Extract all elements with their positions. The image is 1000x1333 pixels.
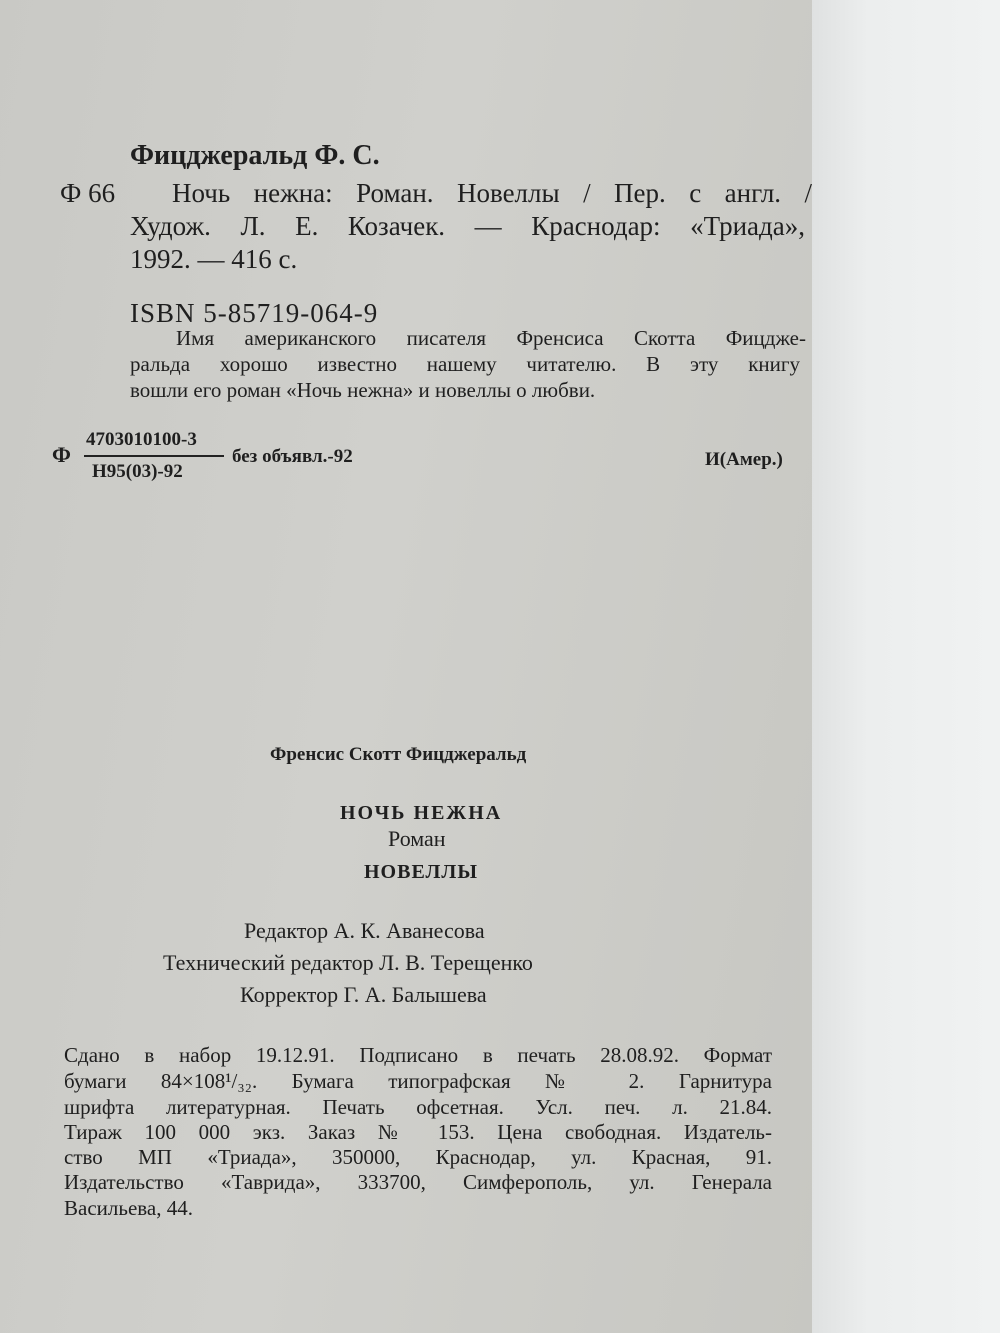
corrector: Корректор Г. А. Балышева [240,982,487,1007]
editor: Редактор А. К. Аванесова [244,918,485,943]
imprint-author: Френсис Скотт Фицджеральд [270,744,527,765]
imprint-title: НОЧЬ НЕЖНА [340,802,503,824]
details-line-3: шрифта литературная. Печать офсетная. Усл. печ. л. 21.84. [64,1095,772,1119]
isbn: ISBN 5-85719-064-9 [130,298,379,328]
author-heading: Фицджеральд Ф. С. [130,140,380,171]
index-letter: Ф [52,442,71,467]
imprint-subtitle: НОВЕЛЛЫ [364,861,478,883]
index-numerator: 4703010100-3 [86,429,197,450]
annotation-line-2: ральда хорошо известно нашему читателю. В эту книгу [130,352,800,376]
catalog-code: Ф 66 [60,178,116,208]
annotation-line-1: Имя американского писателя Френсиса Скотта Фицдже- [176,326,806,350]
details-line-5: ство МП «Триада», 350000, Краснодар, ул. Красная, 91. [64,1145,772,1169]
details-line-6: Издательство «Таврида», 333700, Симферополь, ул. Генерала [64,1170,772,1194]
imprint-genre: Роман [388,826,446,851]
index-note: без объявл.-92 [232,446,353,467]
details-line-4: Тираж 100 000 экз. Заказ № 153. Цена свободная. Издатель- [64,1120,772,1144]
catalog-line-1: Ночь нежна: Роман. Новеллы / Пер. с англ. / [172,178,812,208]
details-line-7: Васильева, 44. [64,1196,193,1220]
fraction-line [84,455,224,457]
details-line-1: Сдано в набор 19.12.91. Подписано в печать 28.08.92. Формат [64,1043,772,1067]
catalog-line-3: 1992. — 416 с. [130,244,298,274]
details-line-2: бумаги 84×108¹/₃₂. Бумага типографская № 2. Гарнитура [64,1069,772,1093]
classification: И(Амер.) [705,449,783,470]
page-edge [812,0,1000,1333]
annotation-line-3: вошли его роман «Ночь нежна» и новеллы о любви. [130,378,596,402]
tech-editor: Технический редактор Л. В. Терещенко [163,950,533,975]
index-denominator: Н95(03)-92 [92,461,183,482]
catalog-line-2: Худож. Л. Е. Козачек. — Краснодар: «Триада», [130,211,805,241]
